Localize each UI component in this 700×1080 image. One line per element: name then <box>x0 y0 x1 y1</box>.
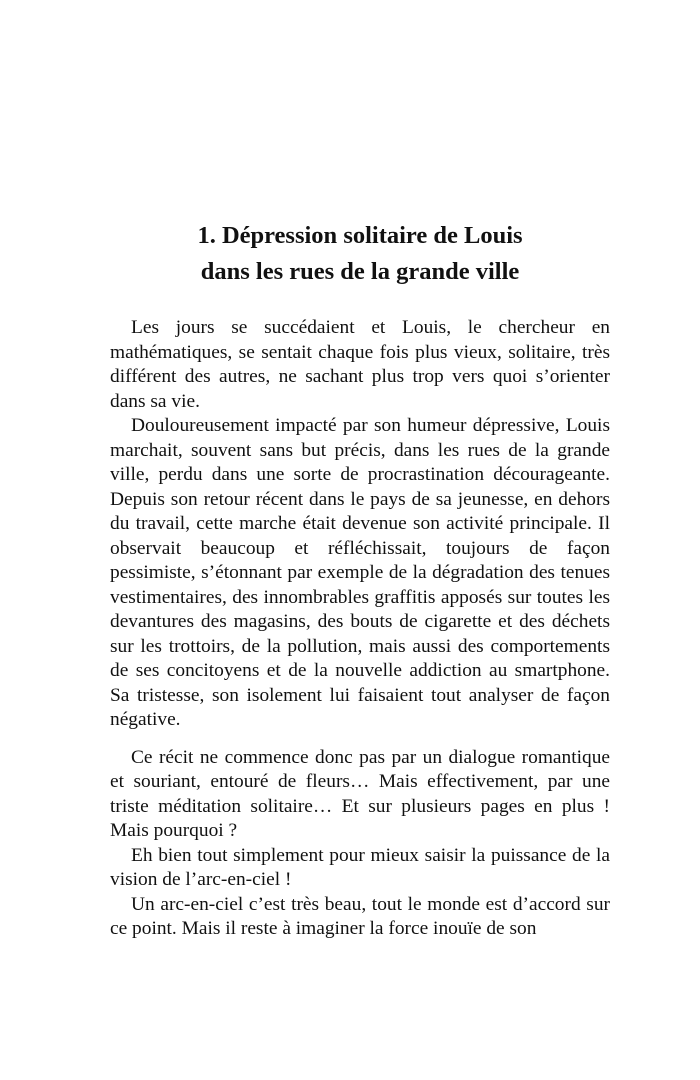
book-page <box>110 218 610 942</box>
paragraph: Ce récit ne commence donc pas par un dialogue romantique et souriant, entouré de fleurs… Mais effectivement, par une triste méditation solitaire… Et sur plusieurs pages en plus ! Mais pourquoi ? <box>110 746 610 841</box>
paragraph: Les jours se succédaient et Louis, le chercheur en mathématiques, se sentait chaque fois plus vieux, solitaire, très différent des autres, ne sachant plus trop vers quoi s’orienter dans sa vie. <box>110 317 610 412</box>
body-text <box>110 316 610 942</box>
paragraph: Eh bien tout simplement pour mieux saisir la puissance de la vision de l’arc-en-ciel ! <box>110 844 610 890</box>
chapter-title <box>110 218 610 290</box>
chapter-title-line-2: dans les rues de la grande ville <box>200 258 520 285</box>
paragraph: Un arc-en-ciel c’est très beau, tout le monde est d’accord sur ce point. Mais il reste à imaginer la force inouïe de son <box>110 893 610 939</box>
paragraph: Douloureusement impacté par son humeur dépressive, Louis marchait, souvent sans but précis, dans les rues de la grande ville, perdu dans une sorte de procrastination décourageante. Depuis son retour récent dans le pays de sa jeunesse, en dehors du travail, cette marche était devenue son activité principale. Il observait beaucoup et réfléchissait, toujours de façon pessimiste, s’étonnant par exemple de la dégradation des tenues vestimentaires, des innombrables graffitis apposés sur toutes les devantures des magasins, des bouts de cigarette et des déchets sur les trottoirs, de la pollution, mais aussi des comportements de ses concitoyens et de la nouvelle addiction au smartphone. Sa tristesse, son isolement lui faisaient tout analyser de façon négative. <box>110 415 610 730</box>
chapter-title-line-1: 1. Dépression solitaire de Louis <box>197 222 523 249</box>
